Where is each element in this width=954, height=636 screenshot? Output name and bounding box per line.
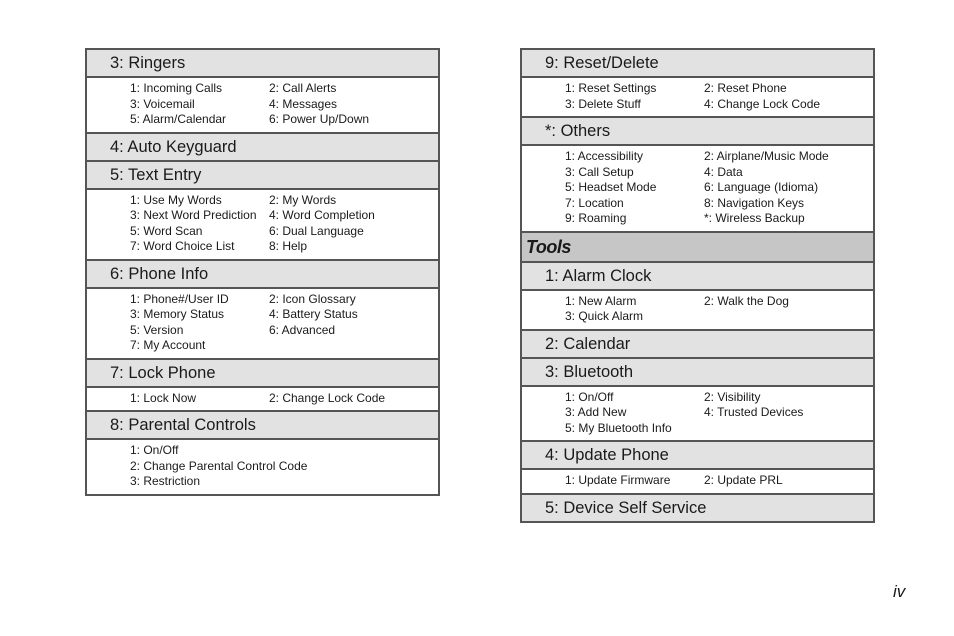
menu-section [87,160,438,259]
menu-item: 2: Walk the Dog [704,293,789,308]
section-items [87,287,438,358]
menu-item [269,459,438,475]
left-menu-column [85,48,440,496]
menu-item: 1: Incoming Calls [130,81,223,95]
menu-item: 6: Language (Idioma) [704,180,819,194]
menu-item: 2: Reset Phone [704,81,787,95]
menu-item: 2: Airplane/Music Mode [704,149,829,163]
section-items [522,144,873,231]
menu-item: 1: Accessibility [565,149,644,163]
section-heading: 3: Bluetooth [522,357,873,385]
section-heading: 7: Lock Phone [87,358,438,386]
menu-section [522,116,873,231]
section-heading: 2: Calendar [522,329,873,357]
section-heading: *: Others [522,116,873,144]
menu-item: 8: Help [269,239,308,253]
section-items [87,438,438,494]
menu-item: 4: Word Completion [269,208,375,222]
menu-item: 9: Roaming [565,211,627,225]
menu-item: 2: Icon Glossary [269,291,356,306]
menu-item: 4: Battery Status [269,307,358,321]
menu-section [522,357,873,441]
menu-item: 2: Change Parental Control Code [130,458,308,473]
menu-item: 1: Reset Settings [565,81,657,95]
menu-section [87,132,438,160]
menu-item: 1: Phone#/User ID [130,291,229,306]
menu-section [522,440,873,493]
menu-item: 3: Add New [565,405,627,419]
section-items [522,289,873,329]
section-heading: 5: Device Self Service [522,493,873,521]
page-number: iv [893,582,906,601]
menu-item: 6: Power Up/Down [269,112,370,126]
menu-item: 4: Trusted Devices [704,405,804,419]
menu-item: 1: Use My Words [130,192,222,207]
menu-item: 2: Visibility [704,389,761,404]
menu-item: 7: Location [565,195,624,210]
section-heading: 3: Ringers [87,50,438,76]
menu-item: 3: Delete Stuff [565,96,641,111]
section-heading: 5: Text Entry [87,160,438,188]
menu-item: 7: My Account [130,338,206,352]
section-items [522,468,873,493]
menu-section [87,50,438,132]
right-menu-column [520,48,875,523]
section-items [87,76,438,132]
section-heading: 9: Reset/Delete [522,50,873,76]
menu-item: 1: New Alarm [565,293,637,308]
menu-item: 6: Dual Language [269,223,364,238]
section-heading: 8: Parental Controls [87,410,438,438]
menu-item: 4: Data [704,164,743,179]
menu-item: 2: Update PRL [704,473,783,487]
menu-section [522,261,873,329]
menu-section [87,259,438,358]
menu-item: 1: Lock Now [130,390,197,405]
menu-item: 3: Quick Alarm [565,309,644,323]
menu-item [269,443,438,459]
menu-item: *: Wireless Backup [704,211,805,225]
group-heading-tools: Tools [522,231,873,261]
section-items [522,385,873,441]
menu-section [522,50,873,116]
menu-section [87,358,438,411]
menu-item: 5: Alarm/Calendar [130,112,227,126]
menu-section [522,493,873,521]
menu-item: 2: My Words [269,192,337,207]
menu-item: 2: Call Alerts [269,81,337,95]
menu-item: 3: Next Word Prediction [130,208,257,222]
menu-item: 3: Call Setup [565,164,634,179]
menu-item: 1: On/Off [565,389,614,404]
section-heading: 4: Auto Keyguard [87,132,438,160]
menu-item: 5: Headset Mode [565,180,657,194]
section-items [87,188,438,259]
menu-item: 1: Update Firmware [565,473,671,487]
section-heading: 1: Alarm Clock [522,261,873,289]
menu-item: 5: My Bluetooth Info [565,420,672,435]
menu-item: 7: Word Choice List [130,239,235,253]
section-heading: 4: Update Phone [522,440,873,468]
menu-item: 2: Change Lock Code [269,390,386,405]
menu-item: 8: Navigation Keys [704,195,805,210]
section-items [87,386,438,411]
menu-item: 3: Restriction [130,474,201,488]
menu-item: 5: Word Scan [130,223,203,238]
menu-item: 3: Voicemail [130,96,195,111]
section-heading: 6: Phone Info [87,259,438,287]
menu-section [87,410,438,494]
menu-item: 1: On/Off [130,443,179,457]
section-items [522,76,873,116]
menu-section [522,329,873,357]
menu-item: 5: Version [130,322,184,337]
menu-item: 4: Messages [269,96,338,111]
menu-item: 4: Change Lock Code [704,96,821,111]
menu-item: 6: Advanced [269,322,336,337]
menu-item: 3: Memory Status [130,307,225,321]
